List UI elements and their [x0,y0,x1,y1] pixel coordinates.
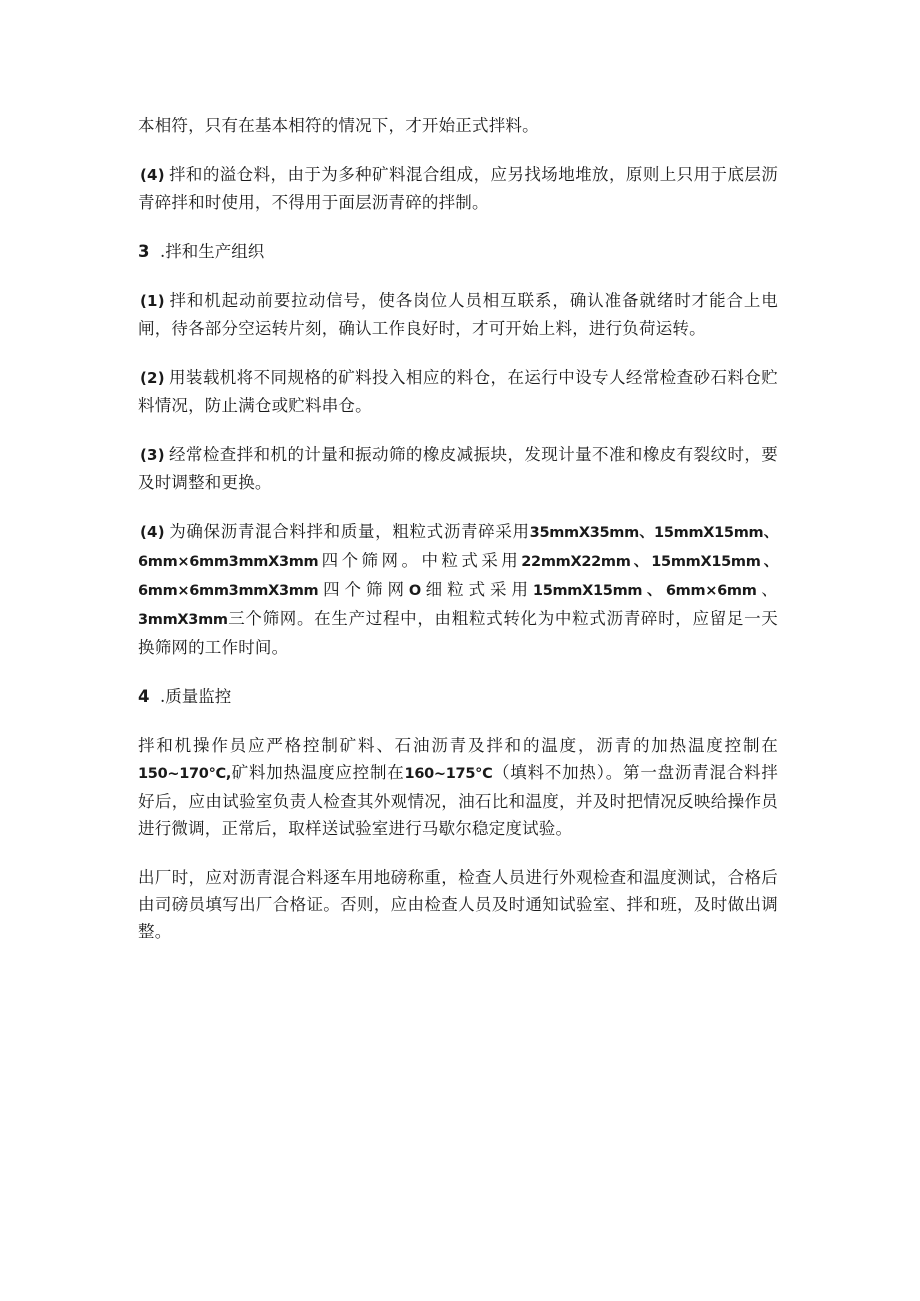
screen-spec-fine: 15mmX15mm、6mm×6mm [532,583,757,599]
screen-spec-fine-2: 3mmX3mm [138,612,228,628]
paragraph-dispatch [138,864,778,945]
paragraph-text: 拌和机操作员应严格控制矿料、石油沥青及拌和的温度，沥青的加热温度控制在 [138,736,778,755]
paragraph-text: 三个筛网。在生产过程中，由粗粒式转化为中粒式沥青碎时，应留足一天换筛网的工作时间。 [138,609,778,657]
document-page [138,112,778,967]
section-heading-3 [138,238,778,265]
paragraph-startup [138,287,778,342]
paragraph-text: 为确保沥青混合料拌和质量，粗粒式沥青碎采用 [168,522,530,541]
screen-spec-medium: 22mmX22mm、15mmX15mm、6mm×6mm3mmX3mm [138,554,778,599]
paragraph-text: （填料不加热）。第一盘沥青混合料拌好后，应由试验室负责人检查其外观情况，油石比和温度，并及时把情况反映给操作员进行微调，正常后，取样送试验室进行马歇尔稳定度试验。 [138,763,779,838]
paragraph-text: 、 [756,580,779,599]
paragraph-inspection [138,441,778,496]
aggregate-temperature: 160~175°C [404,766,493,782]
item-number: (4) [140,523,165,541]
item-number: (2) [140,369,165,387]
paragraph-text: 细粒式采用 [420,580,533,599]
paragraph-overflow-material [138,161,778,216]
paragraph-text: 出厂时，应对沥青混合料逐车用地磅称重，检查人员进行外观检查和温度测试，合格后由司磅员填写出厂合格证。否则，应由检查人员及时通知试验室、拌和班，及时做出调整。 [138,868,778,941]
paragraph-temperature [138,732,778,842]
paragraph-text: 用装载机将不同规格的矿料投入相应的料仓，在运行中设专人经常检查砂石料仓贮料情况，防止满仓或贮料串仓。 [138,368,778,415]
paragraph-continuation [138,112,778,139]
paragraph-text: 矿料加热温度应控制在 [231,763,405,782]
screen-spec-coarse: 35mmX35mm、15mmX15mm、6mm×6mm3mmX3mm [138,525,778,570]
section-number: 4 [138,687,150,706]
item-number: (4) [140,166,165,184]
paragraph-screens [138,518,778,661]
section-number: 3 [138,242,150,261]
item-number: (1) [140,292,165,310]
paragraph-text: 拌和的溢仓料，由于为多种矿料混合组成，应另找场地堆放，原则上只用于底层沥青碎拌和时使用，不得用于面层沥青碎的拌制。 [138,165,778,212]
section-title: .质量监控 [160,687,232,706]
item-number: (3) [140,446,165,464]
paragraph-text: 本相符，只有在基本相符的情况下，才开始正式拌料。 [138,116,539,135]
section-title: .拌和生产组织 [160,242,265,261]
separator-glyph: O [408,583,421,599]
asphalt-temperature: 150~170°C, [138,766,232,782]
paragraph-text: 四个筛网 [318,580,409,599]
paragraph-text: 拌和机起动前要拉动信号，使各岗位人员相互联系，确认准备就绪时才能合上电闸，待各部分空运转片刻，确认工作良好时，才可开始上料，进行负荷运转。 [138,291,778,338]
paragraph-loader [138,364,778,419]
paragraph-text: 四个筛网。中粒式采用 [318,551,522,570]
section-heading-4 [138,683,778,710]
paragraph-text: 经常检查拌和机的计量和振动筛的橡皮减振块，发现计量不准和橡皮有裂纹时，要及时调整和更换。 [138,445,778,492]
